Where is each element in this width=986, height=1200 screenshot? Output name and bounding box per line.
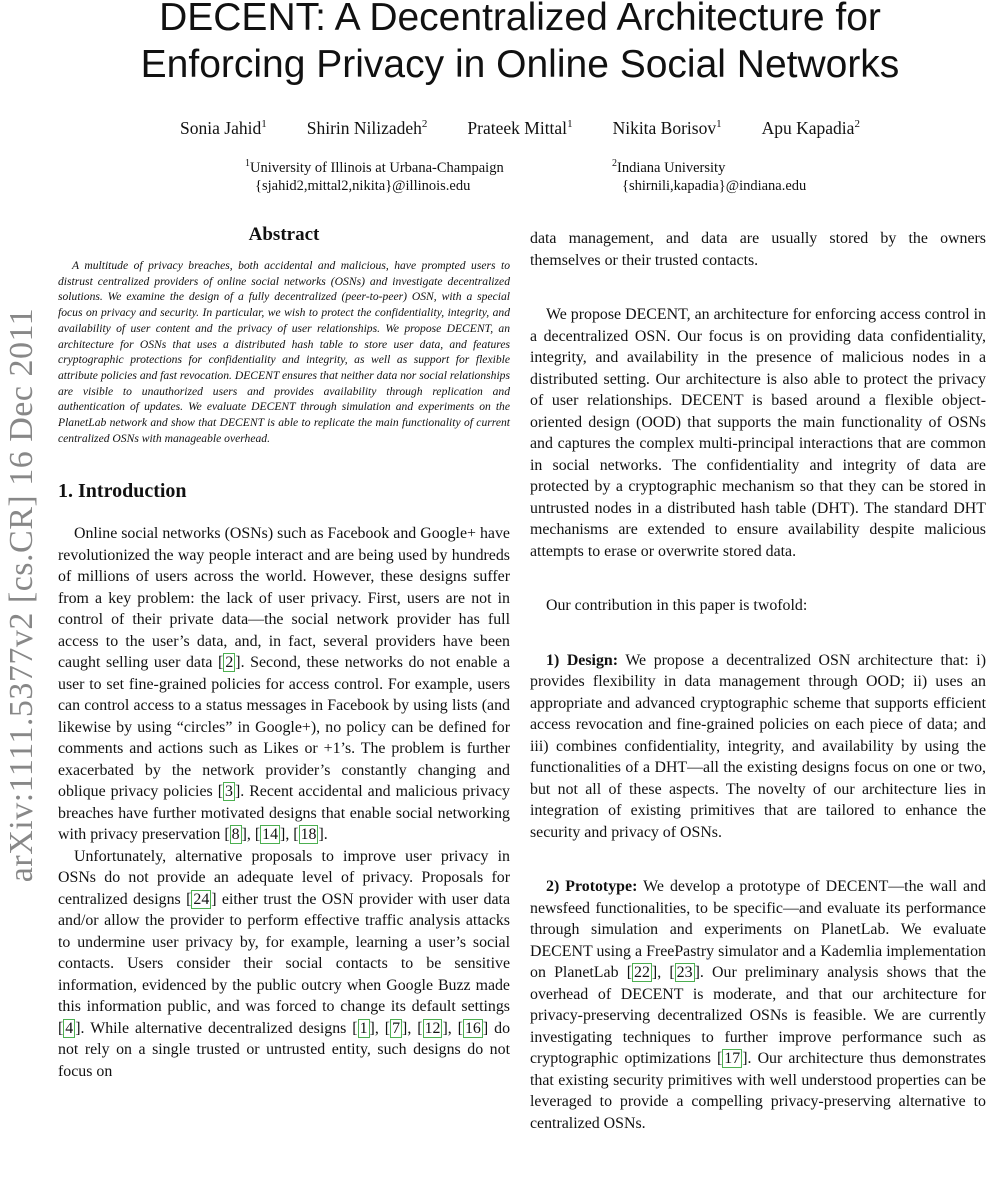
affiliation-1: $^1$University of Illinois at Urbana-Champaign {sjahid2,mittal2,nikita}@illinois.edu xyxy=(245,158,504,194)
right-paragraph-prototype: 2) Prototype: We develop a prototype of DECENT—the wall and newsfeed functionalities, to be specific—and evaluate its performance through simulation and experiments on PlanetLab. We evaluate DECENT using a FreePastry simulator and a Kademlia implementation on PlanetLab [ 22 ], [ 23 ]. Our preliminary analysis shows that the overhead of DECENT is moderate, and that our architecture for privacy-preserving decentralized OSNs is feasible. We are currently investigating techniques to further improve performance such as cryptographic optimizations [ 17 ]. Our architecture thus demonstrates that existing security primitives with well understood properties can be leveraged to provide a compelling privacy-preserving alternative to centralized OSNs. xyxy=(530,878,986,1132)
title-line-2: Enforcing Privacy in Online Social Networks xyxy=(140,43,900,86)
right-paragraph-contribution: Our contribution in this paper is twofold: xyxy=(546,597,808,614)
author: Prateek Mittal$^1$ xyxy=(467,118,573,138)
author: Nikita Borisov$^1$ xyxy=(612,118,722,138)
citation-link[interactable]: 24 xyxy=(193,890,210,908)
citation-link[interactable]: 12 xyxy=(424,1019,441,1037)
citation-link[interactable]: 1 xyxy=(359,1019,368,1037)
author: Sonia Jahid$^1$ xyxy=(180,118,267,138)
right-paragraph-continued: data management, and data are usually stored by the owners themselves or their trusted contacts. xyxy=(530,230,986,269)
author: Apu Kapadia$^2$ xyxy=(761,118,860,138)
right-paragraph-proposal: We propose DECENT, an architecture for enforcing access control in a decentralized OSN. Our focus is on providing data confidentiality, integrity, and availability in the presence of malicious nodes in a distributed setting. Our architecture is also able to protect the privacy of user relationships. DECENT is based around a flexible object-oriented design (OOD) that supports the main functionality of OSNs and captures the complex multi-principal interactions that are common in social networks. The confidentiality and integrity of data are protected by a cryptographic mechanism so that they can be stored in untrusted nodes in a distributed hash table (DHT). The standard DHT mechanisms are extended to ensure availability despite malicious attempts to erase or overwrite stored data. xyxy=(530,306,986,560)
citation-link[interactable]: 18 xyxy=(300,826,317,844)
citation-link[interactable]: 16 xyxy=(464,1019,481,1037)
section-heading-introduction: 1. Introduction xyxy=(58,480,187,503)
citation-link[interactable]: 23 xyxy=(676,964,693,981)
affiliation-2: $^2$Indiana University {shirnili,kapadia}@indiana.edu xyxy=(612,158,807,194)
affiliation-name: University of Illinois at Urbana-Champaign xyxy=(250,160,504,176)
intro-paragraph-1: Online social networks (OSNs) such as Facebook and Google+ have revolutionized the way people interact and are being used by hundreds of millions of users across the world. However, these designs suffer from a key problem: the lack of user privacy. First, users are not in control of their private data—the social network provider has full access to the user’s data, and, in fact, several providers have been caught selling user data [ 2 ]. Second, these networks do not enable a user to set fine-grained policies for access control. For example, users can control access to a status messages in Facebook by using lists (and likewise by using “circles” in Google+), no policy can be defined for comments and actions such as Likes or +1’s. The problem is further exacerbated by the network provider’s constantly changing and oblique privacy policies [ 3 ]. Recent accidental and malicious privacy breaches have further motivated designs that enable social networking with privacy preservation [ 8 ], [ 14 ], [ 18 ]. xyxy=(58,525,511,844)
citation-link[interactable]: 7 xyxy=(392,1019,401,1037)
right-paragraph-design: 1) Design: We propose a decentralized OSN architecture that: i) provides flexibility in data management through OOD; ii) uses an appropriate and advanced cryptographic scheme that supports efficient access revocation and fine-grained policies on each piece of data; and iii) combines confidentiality, integrity, and availability by using the functionalities of a DHT—all the existing designs focus on one or two, but not all of these aspects. The novelty of our architecture lies in integration of existing primitives that are tailored to enhance the security and privacy of OSNs. xyxy=(530,651,986,841)
affiliation-email: {shirnili,kapadia}@indiana.edu xyxy=(622,178,807,194)
citation-link[interactable]: 2 xyxy=(225,654,234,672)
arxiv-stamp: arXiv:1111.5377v2 [cs.CR] 16 Dec 2011 xyxy=(3,307,40,883)
abstract-heading: Abstract xyxy=(248,224,320,245)
left-column xyxy=(58,222,510,1082)
right-column xyxy=(530,228,986,1134)
author: Shirin Nilizadeh$^2$ xyxy=(306,118,428,138)
affiliation-name: Indiana University xyxy=(617,160,726,176)
paper-title xyxy=(60,0,980,88)
intro-paragraph-2: Unfortunately, alternative proposals to improve user privacy in OSNs do not provide an adequate level of privacy. Proposals for centralized designs [ 24 ] either trust the OSN provider with user data and/or allow the provider to perform effective traffic analysis attacks to undermine user privacy by, for example, learning a user’s social contacts. Users consider their social contacts to be sensitive information, evidenced by the public outcry when Google Buzz made this information public, and was forced to change its default settings [ 4 ]. While alternative decentralized designs [ 1 ], [ 7 ], [ 12 ], [ 16 ] do not rely on a single trusted or untrusted entity, such designs do not focus on xyxy=(58,847,511,1080)
citation-link[interactable]: 3 xyxy=(224,783,233,801)
title-line-1: DECENT: A Decentralized Architecture for xyxy=(159,0,881,39)
citation-link[interactable]: 22 xyxy=(634,964,650,981)
citation-link[interactable]: 17 xyxy=(724,1050,741,1067)
affiliation-email: {sjahid2,mittal2,nikita}@illinois.edu xyxy=(255,178,471,194)
abstract-text: A multitude of privacy breaches, both accidental and malicious, have prompted users to distrust centralized providers of online social networks (OSNs) and investigate decentralized solutions. We examine the design of a fully decentralized (peer-to-peer) OSN, with a special focus on privacy and security. In particular, we wish to protect the confidentiality, integrity, and availability of user content and the privacy of user relationships. We propose DECENT, an architecture for OSNs that uses a distributed hash table to store user data, and features cryptographic protections for confidentiality and integrity, as well as support for flexible attribute policies and fast revocation. DECENT ensures that neither data nor social relationships are visible to unauthorized users and provides availability through replication and authentication of updates. We evaluate DECENT through simulation and experiments on the PlanetLab network and show that DECENT is able to replicate the main functionality of current centralized OSNs with manageable overhead. xyxy=(58,259,510,445)
author-list xyxy=(60,118,980,139)
citation-link[interactable]: 14 xyxy=(262,826,279,844)
citation-link[interactable]: 4 xyxy=(65,1019,74,1037)
citation-link[interactable]: 8 xyxy=(231,826,240,844)
